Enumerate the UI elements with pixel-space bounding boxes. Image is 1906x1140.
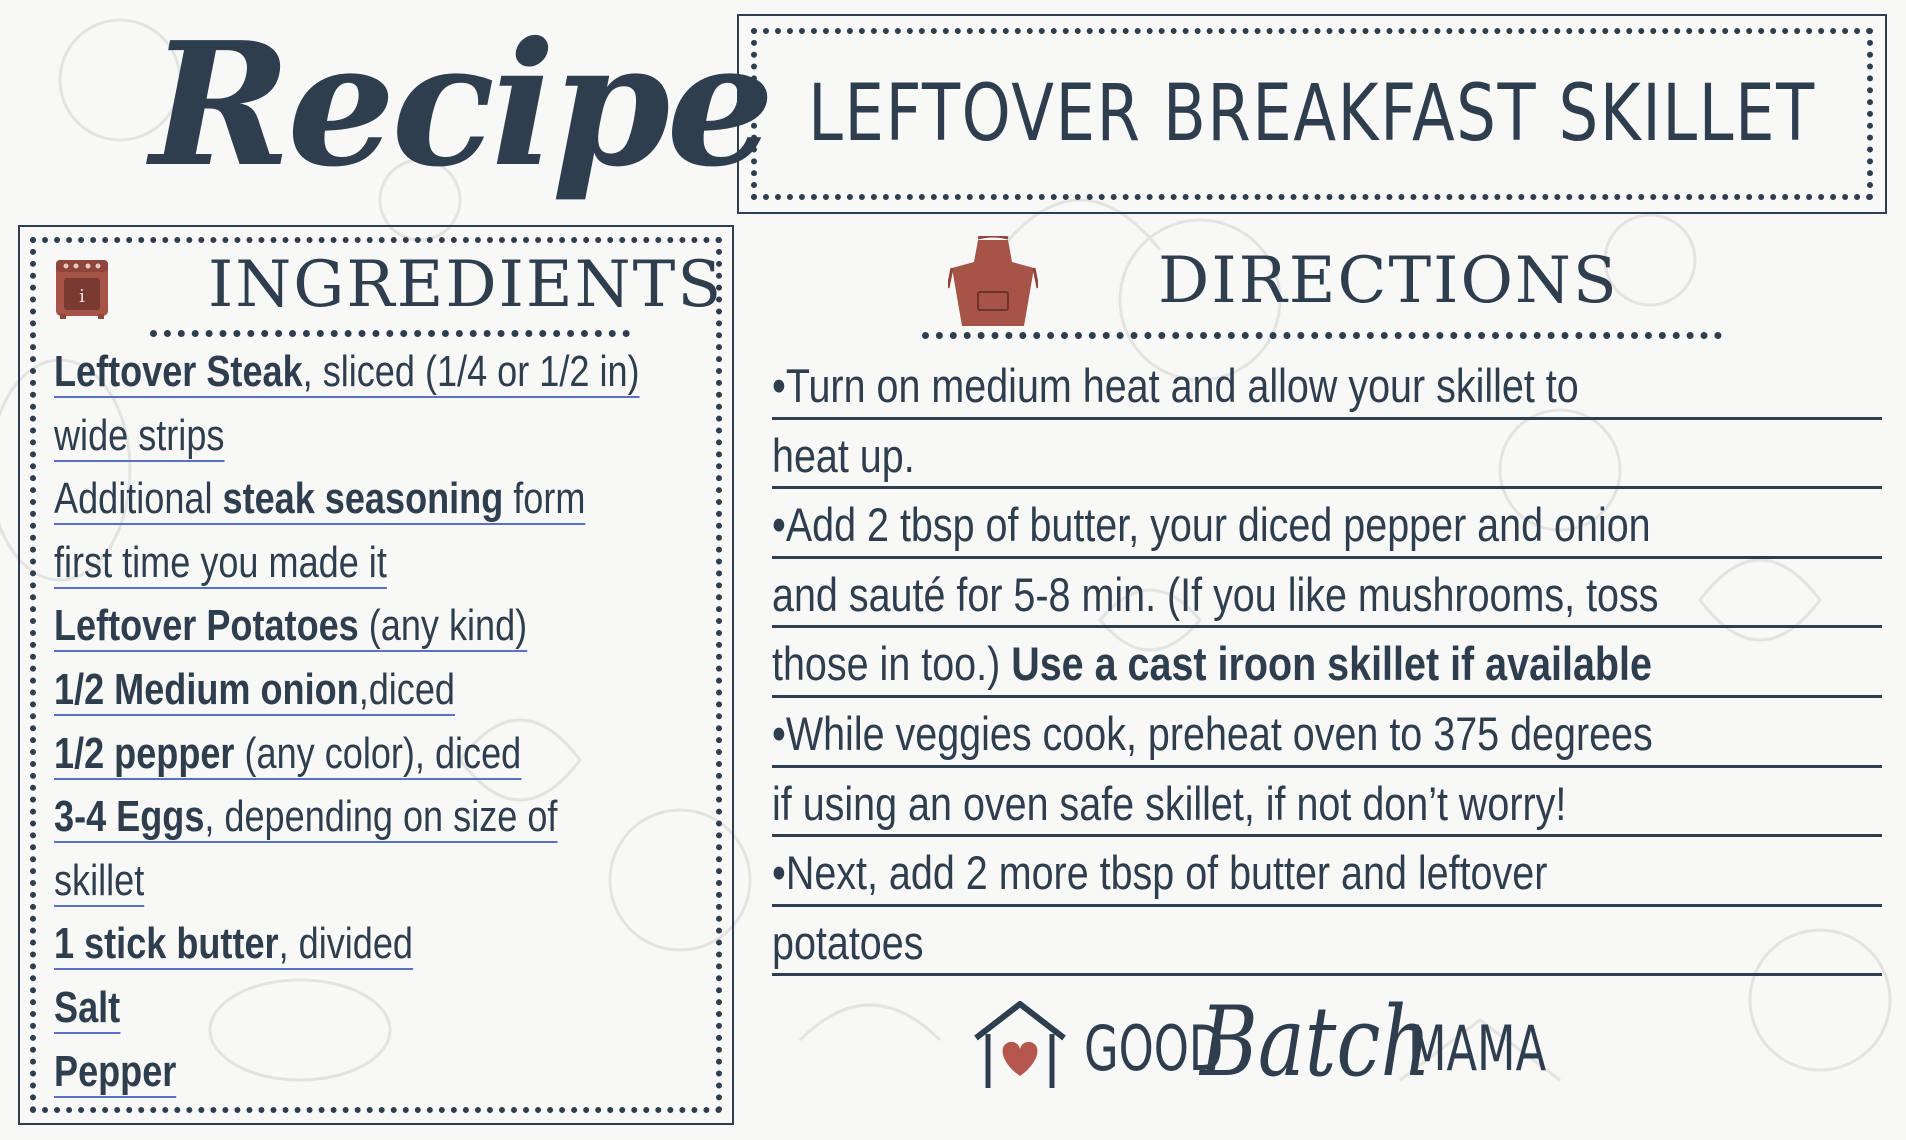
directions-heading-rule xyxy=(922,332,1722,339)
direction-text: if using an oven safe skillet, if not don’t worry! xyxy=(772,776,1567,830)
oven-icon xyxy=(54,258,110,320)
ingredient-line xyxy=(54,976,595,1040)
ingredient-detail: (any kind) xyxy=(358,601,528,651)
ingredient-text xyxy=(54,792,557,843)
ingredient-name: Pepper xyxy=(54,1046,177,1096)
direction-line xyxy=(772,907,1882,977)
recipe-title: LEFTOVER BREAKFAST SKILLET xyxy=(808,69,1816,159)
ingredient-text xyxy=(54,601,527,652)
direction-tip: Use a cast iroon skillet if available xyxy=(1011,637,1652,691)
ingredient-detail: first time you made it xyxy=(54,537,387,587)
ingredient-detail: (any color), diced xyxy=(234,728,522,778)
ingredient-text xyxy=(54,538,387,589)
direction-line xyxy=(772,698,1882,768)
direction-line xyxy=(772,489,1882,559)
ingredient-text xyxy=(54,665,455,716)
ingredient-name: Leftover Potatoes xyxy=(54,601,359,651)
ingredient-name: 1/2 Medium onion xyxy=(54,664,359,714)
ingredient-name: 3-4 Eggs xyxy=(54,792,205,842)
direction-text: •While veggies cook, preheat oven to 375 degrees xyxy=(772,706,1653,760)
direction-text: potatoes xyxy=(772,915,924,969)
ingredients-heading-rule xyxy=(150,330,630,337)
direction-line xyxy=(772,768,1882,838)
direction-line xyxy=(772,837,1882,907)
ingredient-text xyxy=(54,347,640,398)
ingredient-detail: ,diced xyxy=(358,664,455,714)
ingredient-line xyxy=(54,849,595,913)
ingredient-name: 1 stick butter xyxy=(54,919,279,969)
direction-text: and sauté for 5-8 min. (If you like mushrooms, toss xyxy=(772,567,1659,621)
ingredient-name: Leftover Steak xyxy=(54,347,303,396)
house-heart-icon xyxy=(970,998,1070,1093)
ingredient-text xyxy=(54,729,521,780)
ingredients-heading: INGREDIENTS xyxy=(208,248,724,322)
direction-text: •Next, add 2 more tbsp of butter and leftover xyxy=(772,846,1548,900)
ingredient-detail: skillet xyxy=(54,855,145,905)
direction-line xyxy=(772,420,1882,490)
directions-heading: DIRECTIONS xyxy=(1158,244,1619,318)
ingredient-text xyxy=(54,983,120,1034)
directions-list xyxy=(772,350,1882,976)
ingredient-detail: , divided xyxy=(278,919,413,969)
ingredient-line xyxy=(54,594,595,658)
ingredient-detail: Additional xyxy=(54,474,223,524)
ingredient-line xyxy=(54,722,595,786)
ingredient-name: steak seasoning xyxy=(222,474,504,524)
ingredient-line xyxy=(54,658,595,722)
title-frame xyxy=(737,14,1887,214)
direction-line xyxy=(772,350,1882,420)
ingredient-text xyxy=(54,919,413,970)
ingredient-line xyxy=(54,531,595,595)
ingredient-name: Salt xyxy=(54,982,121,1032)
ingredient-line xyxy=(54,467,595,531)
direction-text: •Add 2 tbsp of butter, your diced pepper and onion xyxy=(772,498,1651,552)
direction-text: those in too.) xyxy=(772,637,1012,691)
ingredient-text xyxy=(54,1047,176,1098)
logo-word-mama: MAMA xyxy=(1408,1012,1547,1085)
ingredient-name: 1/2 pepper xyxy=(54,728,235,778)
apron-icon xyxy=(948,236,1038,328)
ingredient-line xyxy=(54,340,640,404)
ingredient-line xyxy=(54,912,595,976)
logo-word-batch: Batch xyxy=(1200,986,1432,1098)
svg-text:i: i xyxy=(79,286,85,307)
ingredient-line xyxy=(54,1040,595,1104)
ingredient-detail: form xyxy=(503,474,586,524)
logo-word-good: GOOD xyxy=(1084,1012,1224,1085)
direction-text: heat up. xyxy=(772,428,915,482)
direction-line xyxy=(772,628,1882,698)
ingredient-detail: , depending on size of xyxy=(204,792,558,842)
ingredient-detail: wide strips xyxy=(54,410,225,460)
good-batch-mama-logo xyxy=(970,986,1547,1100)
ingredient-text xyxy=(54,474,585,525)
ingredient-detail: , sliced (1/4 or 1/2 in) xyxy=(302,347,640,396)
ingredient-text xyxy=(54,411,224,462)
direction-text: •Turn on medium heat and allow your skillet to xyxy=(772,359,1579,412)
ingredients-list xyxy=(54,340,640,1103)
ingredient-text xyxy=(54,856,144,907)
ingredient-line xyxy=(54,785,595,849)
recipe-script-title: Recipe xyxy=(150,5,771,205)
ingredient-line xyxy=(54,404,595,468)
direction-line xyxy=(772,559,1882,629)
